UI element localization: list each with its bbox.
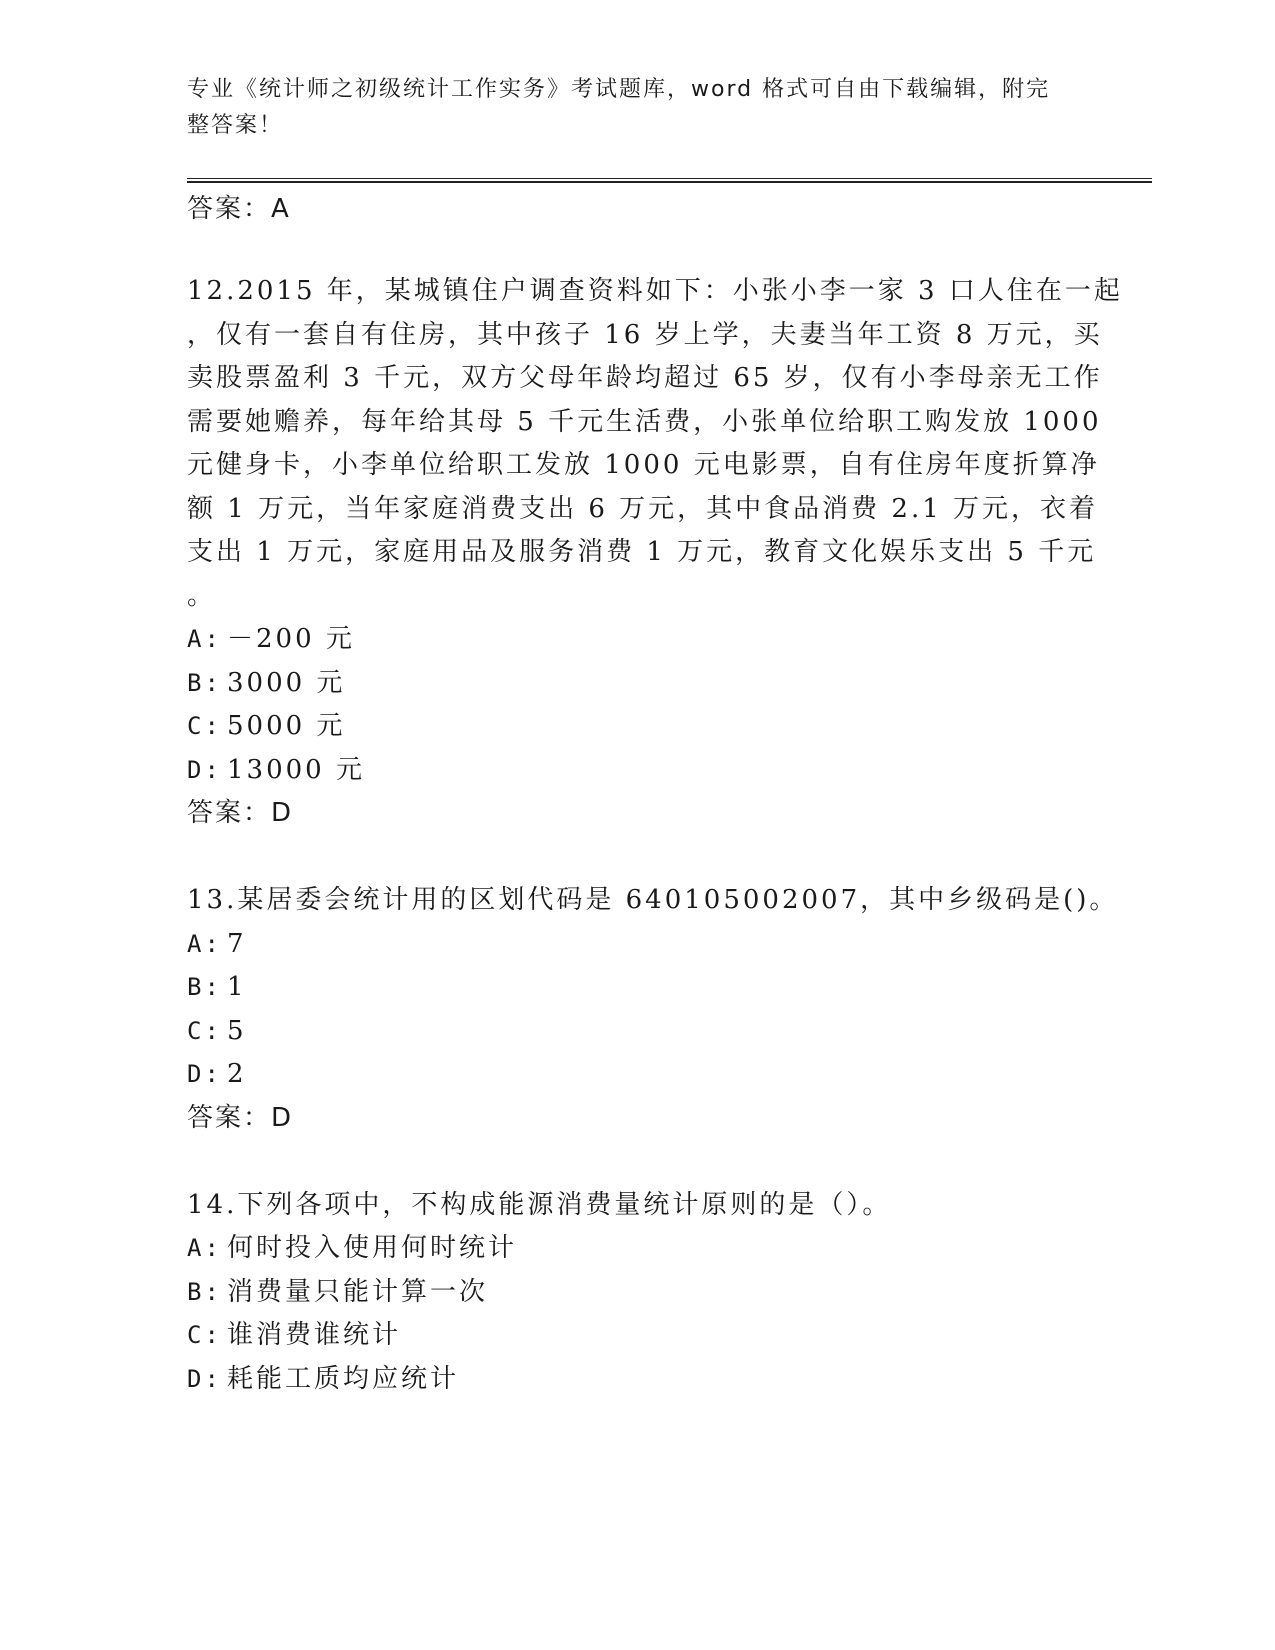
header-line-1: 专业《统计师之初级统计工作实务》考试题库，word 格式可自由下载编辑，附完 (187, 77, 1051, 102)
option-a (187, 921, 247, 967)
option-d (187, 1051, 247, 1097)
question-stem-line: 额 1 万元，当年家庭消费支出 6 万元，其中食品消费 2.1 万元，衣着 (187, 494, 1099, 524)
option-a (187, 616, 355, 662)
option-letter: C: (187, 712, 222, 740)
question-stem-line: 卖股票盈利 3 千元，双方父母年龄均超过 65 岁，仅有小李母亲无工作 (187, 363, 1103, 393)
answer-label: 答案：A (187, 194, 291, 224)
option-letter: A: (187, 1234, 222, 1262)
option-a (187, 1225, 517, 1271)
question-stem-line: 14.下列各项中，不构成能源消费量统计原则的是（）。 (187, 1190, 892, 1220)
option-text: 消费量只能计算一次 (227, 1277, 489, 1307)
option-letter: D: (187, 1060, 222, 1088)
question-stem-line: 元健身卡，小李单位给职工发放 1000 元电影票，自有住房年度折算净 (187, 450, 1100, 480)
question-stem-line: 12.2015 年，某城镇住户调查资料如下：小张小李一家 3 口人住在一起 (187, 276, 1123, 306)
option-text: 5000 元 (227, 711, 346, 741)
option-c (187, 703, 345, 749)
option-b (187, 1269, 488, 1315)
option-letter: A: (187, 930, 222, 958)
answer-label: 答案：D (187, 1103, 294, 1133)
header-line-2: 整答案！ (187, 113, 284, 138)
option-b (187, 964, 247, 1010)
option-text: 5 (227, 1016, 247, 1046)
document-header (187, 72, 1067, 144)
question-stem-line: 支出 1 万元，家庭用品及服务消费 1 万元，教育文化娱乐支出 5 千元 (187, 537, 1097, 567)
question-stem-line: ，仅有一套自有住房，其中孩子 16 岁上学，夫妻当年工资 8 万元，买 (187, 320, 1103, 350)
answer-label: 答案：D (187, 798, 294, 828)
option-text: －200 元 (227, 624, 355, 654)
option-text: 何时投入使用何时统计 (227, 1233, 518, 1263)
option-text: 2 (227, 1059, 247, 1089)
option-b (187, 660, 345, 706)
option-d (187, 747, 365, 793)
option-letter: B: (187, 669, 222, 697)
option-c (187, 1008, 247, 1054)
option-letter: B: (187, 1278, 222, 1306)
option-letter: C: (187, 1321, 222, 1349)
option-text: 3000 元 (227, 668, 346, 698)
option-text: 13000 元 (227, 755, 365, 785)
option-text: 7 (227, 929, 247, 959)
option-c (187, 1312, 401, 1358)
option-text: 谁消费谁统计 (227, 1320, 402, 1350)
option-letter: D: (187, 1365, 222, 1393)
option-text: 耗能工质均应统计 (227, 1364, 460, 1394)
option-letter: B: (187, 973, 222, 1001)
option-d (187, 1356, 459, 1402)
option-letter: A: (187, 625, 222, 653)
question-stem-line: 需要她赡养，每年给其母 5 千元生活费，小张单位给职工购发放 1000 (187, 407, 1102, 437)
option-text: 1 (227, 972, 247, 1002)
question-stem-line: 。 (187, 581, 217, 611)
header-divider (187, 178, 1152, 183)
question-stem-line: 13.某居委会统计用的区划代码是 640105002007，其中乡级码是()。 (187, 885, 1119, 915)
option-letter: D: (187, 756, 222, 784)
option-letter: C: (187, 1017, 222, 1045)
